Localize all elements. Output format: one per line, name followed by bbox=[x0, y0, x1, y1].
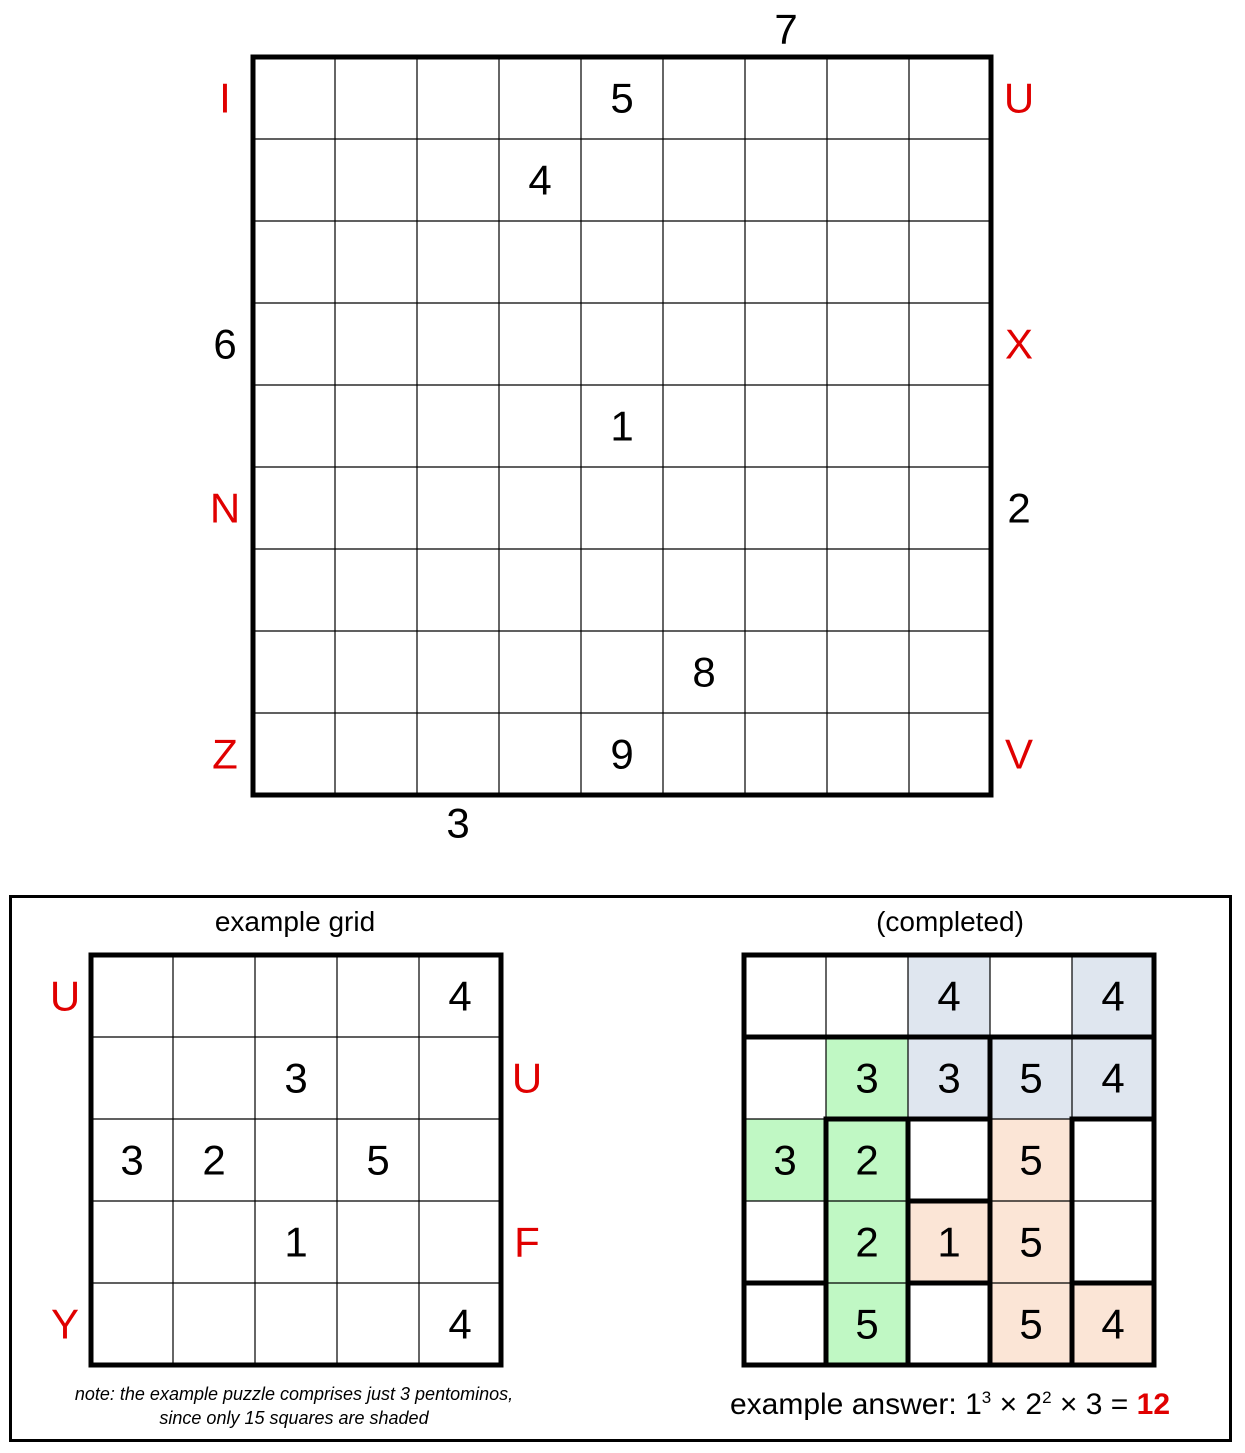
completed-cell-value: 3 bbox=[855, 1054, 879, 1102]
grid-border bbox=[91, 955, 501, 1365]
completed-cell-value: 2 bbox=[855, 1136, 879, 1184]
answer-exponent-2: 2 bbox=[1042, 1388, 1052, 1407]
answer-result: 12 bbox=[1136, 1388, 1171, 1421]
example-cell-given: 4 bbox=[448, 1300, 472, 1348]
example-cell-given: 1 bbox=[284, 1218, 308, 1266]
main-clue-left-0: I bbox=[219, 74, 231, 122]
completed-grid-title: (completed) bbox=[876, 906, 1024, 937]
completed-cell-value: 4 bbox=[1101, 972, 1125, 1020]
example-cell-given: 2 bbox=[202, 1136, 226, 1184]
example-cell-given: 3 bbox=[120, 1136, 144, 1184]
main-clue-right-3: X bbox=[1004, 320, 1034, 368]
answer-middle-2: × 3 = bbox=[1051, 1388, 1137, 1421]
completed-cell-value: 2 bbox=[855, 1218, 879, 1266]
main-clue-bottom-2: 3 bbox=[446, 799, 470, 847]
example-cell-given: 5 bbox=[366, 1136, 390, 1184]
example-clue-left-4: Y bbox=[50, 1300, 80, 1348]
answer-prefix: example answer: 1 bbox=[729, 1388, 982, 1421]
main-cell-given: 4 bbox=[528, 156, 552, 204]
example-clue-right-1: U bbox=[511, 1054, 543, 1102]
completed-cell-value: 3 bbox=[937, 1054, 961, 1102]
example-grid-title: example grid bbox=[214, 906, 376, 937]
completed-cell-value: 3 bbox=[773, 1136, 797, 1184]
main-cell-given: 9 bbox=[610, 730, 634, 778]
main-clue-left-3: 6 bbox=[213, 320, 237, 368]
example-answer bbox=[700, 1388, 1200, 1422]
example-grid bbox=[0, 945, 600, 1385]
completed-cell-value: 5 bbox=[1019, 1218, 1043, 1266]
completed-cell-value: 5 bbox=[1019, 1300, 1043, 1348]
completed-cell-value: 5 bbox=[1019, 1054, 1043, 1102]
main-cell-given: 5 bbox=[610, 74, 634, 122]
answer-middle-1: × 2 bbox=[991, 1388, 1043, 1421]
example-cell-given: 4 bbox=[448, 972, 472, 1020]
example-note-line1: note: the example puzzle comprises just 3 pentominos, bbox=[74, 1384, 514, 1404]
example-note-line2: since only 15 squares are shaded bbox=[159, 1408, 429, 1428]
main-clue-top-6: 7 bbox=[774, 5, 798, 53]
main-clue-right-5: 2 bbox=[1007, 484, 1031, 532]
main-cell-given: 1 bbox=[610, 402, 634, 450]
answer-exponent-1: 3 bbox=[981, 1388, 992, 1407]
main-clue-left-8: Z bbox=[212, 730, 238, 778]
main-clue-right-0: U bbox=[1003, 74, 1035, 122]
completed-cell-value: 1 bbox=[937, 1218, 961, 1266]
completed-example-grid bbox=[700, 945, 1200, 1385]
example-clue-left-0: U bbox=[49, 972, 81, 1020]
main-clue-right-8: V bbox=[1004, 730, 1034, 778]
completed-cell-value: 5 bbox=[1019, 1136, 1043, 1184]
main-cell-given: 8 bbox=[692, 648, 716, 696]
completed-cell-value: 4 bbox=[1101, 1054, 1125, 1102]
example-cell-given: 3 bbox=[284, 1054, 308, 1102]
example-clue-right-3: F bbox=[514, 1218, 540, 1266]
completed-cell-value: 5 bbox=[855, 1300, 879, 1348]
completed-cell-value: 4 bbox=[937, 972, 961, 1020]
completed-cell-value: 4 bbox=[1101, 1300, 1125, 1348]
main-clue-left-5: N bbox=[209, 484, 241, 532]
